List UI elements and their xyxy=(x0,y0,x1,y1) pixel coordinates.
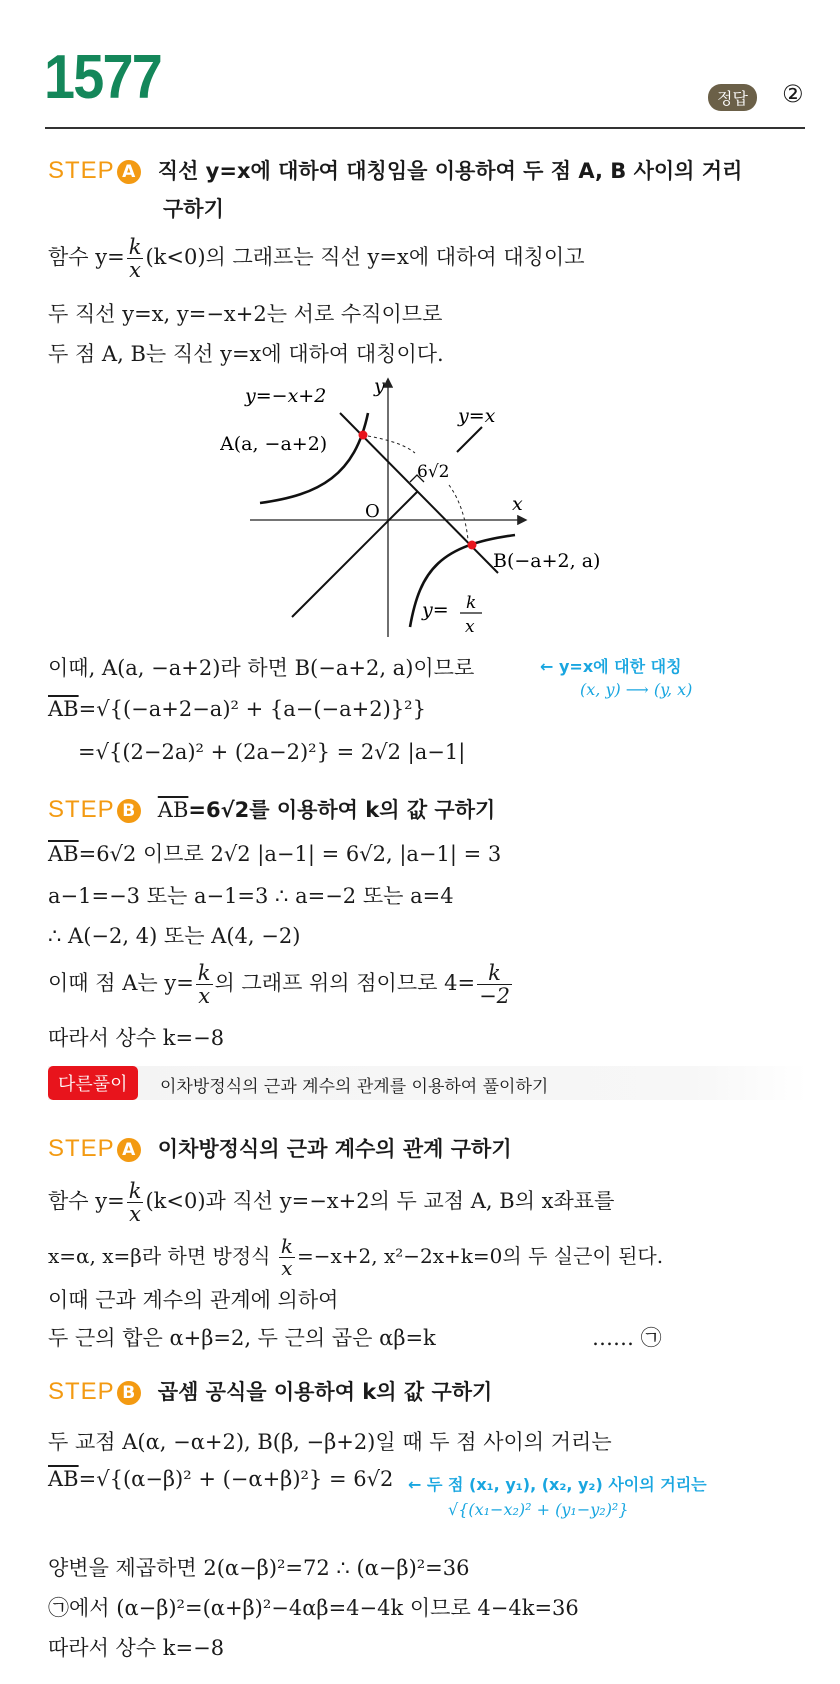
text: (k<0)과 직선 y=−x+2의 두 교점 A, B의 x좌표를 xyxy=(145,1189,615,1214)
text-line: 이때, A(a, −a+2)라 하면 B(−a+2, a)이므로 xyxy=(48,656,475,680)
fraction xyxy=(477,962,512,1007)
diag-label: y=x xyxy=(458,405,496,427)
note-distance: ← 두 점 (x₁, y₁), (x₂, y₂) 사이의 거리는 xyxy=(408,1475,707,1494)
step-label: STEP xyxy=(48,1135,115,1162)
line-y-eq-x-upper xyxy=(457,427,482,452)
denominator: x xyxy=(127,1202,144,1225)
text-line: 따라서 상수 k=−8 xyxy=(48,1026,225,1050)
text-line: ㉠에서 (α−β)²=(α+β)²−4αβ=4−4k 이므로 4−4k=36 xyxy=(48,1596,579,1620)
answer-badge: 정답 xyxy=(708,84,757,111)
text-line xyxy=(48,962,514,1007)
dashed-arc xyxy=(368,436,415,453)
text: =√{(α−β)² + (−α+β)²} = 6√2 xyxy=(78,1467,394,1491)
alternative-solution-bar xyxy=(48,1066,808,1100)
text: 함수 y= xyxy=(48,1189,125,1214)
point-b xyxy=(468,541,477,550)
segment-ab: $\overline{AB}$ xyxy=(48,697,79,721)
text-line xyxy=(48,838,501,868)
numerator: k xyxy=(128,235,142,259)
note-symmetry-rule: (x, y) ⟶ (y, x) xyxy=(580,680,693,699)
numerator: k xyxy=(280,1234,293,1258)
note-distance-formula: √{(x₁−x₂)² + (y₁−y₂)²} xyxy=(448,1500,629,1519)
point-b-label: B(−a+2, a) xyxy=(493,550,601,572)
fraction xyxy=(196,962,213,1007)
text: =−x+2, x²−2x+k=0의 두 실근이 된다. xyxy=(296,1244,664,1268)
text-line xyxy=(48,1180,614,1225)
alt-text: 이차방정식의 근과 계수의 관계를 이용하여 풀이하기 xyxy=(160,1077,549,1097)
step-b-heading-alt xyxy=(48,1376,492,1406)
text-line: 양변을 제곱하면 2(α−β)²=72 ∴ (α−β)²=36 xyxy=(48,1556,470,1580)
x-axis-label: x xyxy=(512,493,523,515)
denominator: x xyxy=(196,984,213,1007)
text-line xyxy=(48,236,585,281)
fraction xyxy=(127,1180,144,1225)
text: =√{(−a+2−a)² + {a−(−a+2)}²} xyxy=(78,697,426,721)
hyperbola-branch-left xyxy=(260,413,368,503)
step-b-heading xyxy=(48,794,495,824)
text-line: 두 교점 A(α, −α+2), B(β, −β+2)일 때 두 점 사이의 거리는 xyxy=(48,1430,612,1454)
equation-mark: …… ㉠ xyxy=(592,1326,662,1350)
step-title: 직선 y=x에 대하여 대칭임을 이용하여 두 점 A, B 사이의 거리 xyxy=(157,159,743,183)
step-a-heading-alt xyxy=(48,1133,512,1163)
fraction xyxy=(279,1236,295,1279)
step-letter-icon: A xyxy=(117,160,141,184)
fraction xyxy=(127,236,144,281)
alt-label: 다른풀이 xyxy=(48,1066,138,1100)
step-title: 이차방정식의 근과 계수의 관계 구하기 xyxy=(157,1137,512,1161)
text: 함수 y= xyxy=(48,245,125,270)
step-a-heading xyxy=(48,155,742,185)
y-axis-label: y xyxy=(374,375,385,397)
text-line: a−1=−3 또는 a−1=3 ∴ a=−2 또는 a=4 xyxy=(48,884,454,908)
text-line: 이때 근과 계수의 관계에 의하여 xyxy=(48,1288,339,1312)
line-label: y=−x+2 xyxy=(245,385,327,407)
graph xyxy=(220,360,640,650)
numerator: k xyxy=(197,961,211,985)
step-label: STEP xyxy=(48,157,115,184)
denominator: x xyxy=(127,258,144,281)
problem-number: 1577 xyxy=(44,43,161,112)
hyperbola-denominator: x xyxy=(465,617,475,637)
segment-ab: $\overline{AB}$ xyxy=(157,798,189,822)
denominator: −2 xyxy=(479,984,511,1009)
text: 이때 점 A는 y= xyxy=(48,971,194,996)
note-symmetry: ← y=x에 대한 대칭 xyxy=(540,657,682,676)
segment-ab: $\overline{AB}$ xyxy=(48,842,79,866)
hyperbola-label: y= xyxy=(422,599,449,621)
text: (k<0)의 그래프는 직선 y=x에 대하여 대칭이고 xyxy=(145,245,585,270)
segment-ab: $\overline{AB}$ xyxy=(48,1467,79,1491)
text-line xyxy=(48,697,426,721)
numerator: k xyxy=(488,961,501,985)
origin-label: O xyxy=(365,501,380,522)
step-title-cont: 구하기 xyxy=(163,197,224,221)
text-line xyxy=(48,1236,663,1279)
step-title: =6√2를 이용하여 k의 값 구하기 xyxy=(188,798,496,822)
line-y-eq-x xyxy=(292,492,417,617)
text-line: 두 근의 합은 α+β=2, 두 근의 곱은 αβ=k xyxy=(48,1326,436,1350)
distance-label: 6√2 xyxy=(417,462,450,482)
text-line: 두 점 A, B는 직선 y=x에 대하여 대칭이다. xyxy=(48,342,444,366)
point-a-label: A(a, −a+2) xyxy=(220,433,328,455)
divider xyxy=(45,127,805,129)
text: =6√2 이므로 2√2 |a−1| = 6√2, |a−1| = 3 xyxy=(78,842,502,866)
text: 의 그래프 위의 점이므로 4= xyxy=(214,971,476,996)
step-label: STEP xyxy=(48,1378,115,1405)
hyperbola-numerator: k xyxy=(466,593,477,613)
text-line xyxy=(48,1467,393,1491)
text-line: =√{(2−2a)² + (2a−2)²} = 2√2 |a−1| xyxy=(78,740,466,764)
step-title: 곱셈 공식을 이용하여 k의 값 구하기 xyxy=(157,1380,493,1404)
step-letter-icon: B xyxy=(117,799,141,823)
step-letter-icon: A xyxy=(117,1138,141,1162)
step-label: STEP xyxy=(48,796,115,823)
numerator: k xyxy=(128,1179,142,1203)
text: x=α, x=β라 하면 방정식 xyxy=(48,1244,277,1268)
text-line: ∴ A(−2, 4) 또는 A(4, −2) xyxy=(48,924,301,948)
text-line: 두 직선 y=x, y=−x+2는 서로 수직이므로 xyxy=(48,302,443,326)
answer-value: ② xyxy=(782,80,804,108)
denominator: x xyxy=(279,1257,295,1279)
point-a xyxy=(359,431,368,440)
text-line: 따라서 상수 k=−8 xyxy=(48,1636,225,1660)
step-letter-icon: B xyxy=(117,1381,141,1405)
